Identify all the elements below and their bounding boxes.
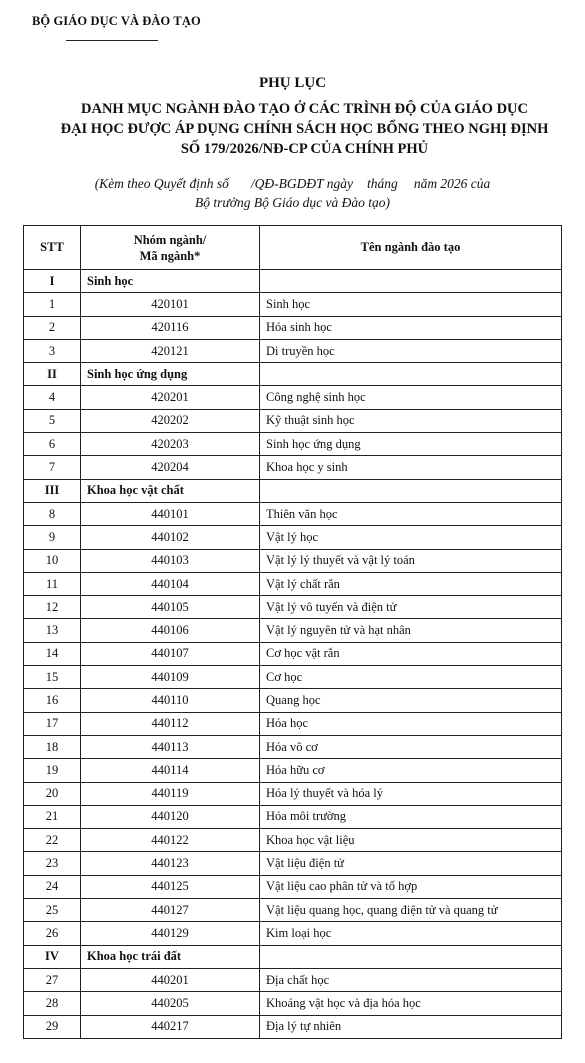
row-stt: 21 xyxy=(24,805,81,828)
table-row xyxy=(24,572,562,595)
table-row xyxy=(24,875,562,898)
group-label: Sinh học ứng dụng xyxy=(81,363,260,386)
row-name: Vật lý lý thuyết và vật lý toán xyxy=(260,549,562,572)
row-name: Cơ học vật rắn xyxy=(260,642,562,665)
row-name: Kỹ thuật sinh học xyxy=(260,409,562,432)
row-stt: 7 xyxy=(24,456,81,479)
row-name: Hóa học xyxy=(260,712,562,735)
row-name: Cơ học xyxy=(260,666,562,689)
header-code-line-1: Nhóm ngành/ xyxy=(133,232,207,247)
decision-reference xyxy=(20,174,565,212)
table-row xyxy=(24,782,562,805)
title-line-1: DANH MỤC NGÀNH ĐÀO TẠO Ở CÁC TRÌNH ĐỘ CỦA GIÁO DỤC xyxy=(81,101,528,117)
row-name: Vật liệu quang học, quang điện tử và quang tử xyxy=(260,899,562,922)
row-stt: 26 xyxy=(24,922,81,945)
row-code: 440120 xyxy=(81,805,260,828)
training-programs-table xyxy=(23,225,562,1039)
row-name: Vật lý học xyxy=(260,526,562,549)
table-row xyxy=(24,922,562,945)
group-number: III xyxy=(24,479,81,502)
row-name: Công nghệ sinh học xyxy=(260,386,562,409)
row-stt: 18 xyxy=(24,735,81,758)
group-row xyxy=(24,363,562,386)
row-code: 440112 xyxy=(81,712,260,735)
group-label: Khoa học trái đất xyxy=(81,945,260,968)
table-row xyxy=(24,409,562,432)
table-row xyxy=(24,386,562,409)
row-stt: 25 xyxy=(24,899,81,922)
table-header-row xyxy=(24,226,562,270)
row-code: 440107 xyxy=(81,642,260,665)
issuing-agency: BỘ GIÁO DỤC VÀ ĐÀO TẠO xyxy=(32,14,201,28)
table-row xyxy=(24,526,562,549)
row-stt: 11 xyxy=(24,572,81,595)
decision-text-part-4: năm 2026 của xyxy=(413,176,491,191)
table-row xyxy=(24,433,562,456)
row-stt: 20 xyxy=(24,782,81,805)
row-stt: 4 xyxy=(24,386,81,409)
row-stt: 1 xyxy=(24,293,81,316)
table-row xyxy=(24,968,562,991)
table-row xyxy=(24,339,562,362)
decision-reference-line-2: Bộ trưởng Bộ Giáo dục và Đào tạo) xyxy=(195,195,390,210)
table-row xyxy=(24,619,562,642)
row-name: Di truyền học xyxy=(260,339,562,362)
row-code: 440127 xyxy=(81,899,260,922)
row-code: 440110 xyxy=(81,689,260,712)
header-name: Tên ngành đào tạo xyxy=(260,226,562,270)
row-name: Khoa học vật liệu xyxy=(260,829,562,852)
row-code: 440102 xyxy=(81,526,260,549)
row-name: Hóa lý thuyết và hóa lý xyxy=(260,782,562,805)
row-stt: 15 xyxy=(24,666,81,689)
row-code: 420204 xyxy=(81,456,260,479)
group-row xyxy=(24,945,562,968)
row-stt: 17 xyxy=(24,712,81,735)
row-code: 440101 xyxy=(81,502,260,525)
decision-text-part-3: tháng xyxy=(367,176,398,191)
group-number: IV xyxy=(24,945,81,968)
row-code: 420116 xyxy=(81,316,260,339)
row-code: 440123 xyxy=(81,852,260,875)
table-row xyxy=(24,829,562,852)
table-row xyxy=(24,712,562,735)
row-stt: 2 xyxy=(24,316,81,339)
row-name: Sinh học ứng dụng xyxy=(260,433,562,456)
row-name: Sinh học xyxy=(260,293,562,316)
agency-underline xyxy=(66,40,158,41)
table-row xyxy=(24,502,562,525)
group-number: II xyxy=(24,363,81,386)
row-name: Địa chất học xyxy=(260,968,562,991)
row-code: 440114 xyxy=(81,759,260,782)
row-name: Quang học xyxy=(260,689,562,712)
table-row xyxy=(24,456,562,479)
table-row xyxy=(24,759,562,782)
title-line-3: SỐ 179/2026/NĐ-CP CỦA CHÍNH PHỦ xyxy=(180,141,429,157)
row-name: Vật liệu điện tử xyxy=(260,852,562,875)
row-code: 440125 xyxy=(81,875,260,898)
row-code: 420101 xyxy=(81,293,260,316)
row-stt: 9 xyxy=(24,526,81,549)
row-name: Vật lý chất rắn xyxy=(260,572,562,595)
row-code: 440106 xyxy=(81,619,260,642)
group-number: I xyxy=(24,270,81,293)
group-label: Khoa học vật chất xyxy=(81,479,260,502)
row-stt: 29 xyxy=(24,1015,81,1038)
table-body xyxy=(24,270,562,1039)
row-code: 440105 xyxy=(81,596,260,619)
header-stt: STT xyxy=(24,226,81,270)
row-name: Vật lý nguyên tử và hạt nhân xyxy=(260,619,562,642)
row-stt: 14 xyxy=(24,642,81,665)
row-stt: 3 xyxy=(24,339,81,362)
row-stt: 24 xyxy=(24,875,81,898)
row-code: 420202 xyxy=(81,409,260,432)
row-stt: 10 xyxy=(24,549,81,572)
row-code: 440113 xyxy=(81,735,260,758)
table-row xyxy=(24,293,562,316)
row-code: 440122 xyxy=(81,829,260,852)
row-code: 440103 xyxy=(81,549,260,572)
row-name: Khoa học y sinh xyxy=(260,456,562,479)
row-stt: 12 xyxy=(24,596,81,619)
row-stt: 28 xyxy=(24,992,81,1015)
row-stt: 16 xyxy=(24,689,81,712)
row-stt: 19 xyxy=(24,759,81,782)
row-name: Vật lý vô tuyến và điện tử xyxy=(260,596,562,619)
row-name: Vật liệu cao phân tử và tổ hợp xyxy=(260,875,562,898)
table-row xyxy=(24,805,562,828)
decision-reference-line-1 xyxy=(20,174,565,193)
table-row xyxy=(24,316,562,339)
table-row xyxy=(24,549,562,572)
table-row xyxy=(24,596,562,619)
table-row xyxy=(24,1015,562,1038)
row-code: 420121 xyxy=(81,339,260,362)
table-row xyxy=(24,642,562,665)
row-name: Khoáng vật học và địa hóa học xyxy=(260,992,562,1015)
row-code: 440201 xyxy=(81,968,260,991)
decision-text-part-2: /QĐ-BGDĐT ngày xyxy=(250,176,354,191)
group-empty-cell xyxy=(260,363,562,386)
group-row xyxy=(24,479,562,502)
table-row xyxy=(24,899,562,922)
row-stt: 5 xyxy=(24,409,81,432)
group-row xyxy=(24,270,562,293)
table-row xyxy=(24,992,562,1015)
row-stt: 8 xyxy=(24,502,81,525)
header-code-line-2: Mã ngành* xyxy=(139,248,201,263)
row-code: 440129 xyxy=(81,922,260,945)
row-name: Hóa vô cơ xyxy=(260,735,562,758)
row-name: Hóa hữu cơ xyxy=(260,759,562,782)
row-name: Kim loại học xyxy=(260,922,562,945)
row-code: 420203 xyxy=(81,433,260,456)
decision-text-part-1: (Kèm theo Quyết định số xyxy=(94,176,229,191)
appendix-heading: PHỤ LỤC xyxy=(258,75,327,91)
group-empty-cell xyxy=(260,945,562,968)
row-name: Thiên văn học xyxy=(260,502,562,525)
table-row xyxy=(24,735,562,758)
row-code: 440119 xyxy=(81,782,260,805)
row-code: 440205 xyxy=(81,992,260,1015)
row-stt: 22 xyxy=(24,829,81,852)
row-name: Hóa môi trường xyxy=(260,805,562,828)
group-label: Sinh học xyxy=(81,270,260,293)
title-line-2: ĐẠI HỌC ĐƯỢC ÁP DỤNG CHÍNH SÁCH HỌC BỔNG THEO NGHỊ ĐỊNH xyxy=(60,121,549,137)
row-name: Địa lý tự nhiên xyxy=(260,1015,562,1038)
group-empty-cell xyxy=(260,479,562,502)
row-name: Hóa sinh học xyxy=(260,316,562,339)
group-empty-cell xyxy=(260,270,562,293)
row-code: 440217 xyxy=(81,1015,260,1038)
row-code: 420201 xyxy=(81,386,260,409)
table-row xyxy=(24,689,562,712)
header-code xyxy=(81,226,260,270)
row-stt: 6 xyxy=(24,433,81,456)
table-row xyxy=(24,666,562,689)
row-code: 440109 xyxy=(81,666,260,689)
row-stt: 13 xyxy=(24,619,81,642)
row-stt: 27 xyxy=(24,968,81,991)
row-stt: 23 xyxy=(24,852,81,875)
document-title xyxy=(34,99,575,159)
table-row xyxy=(24,852,562,875)
row-code: 440104 xyxy=(81,572,260,595)
